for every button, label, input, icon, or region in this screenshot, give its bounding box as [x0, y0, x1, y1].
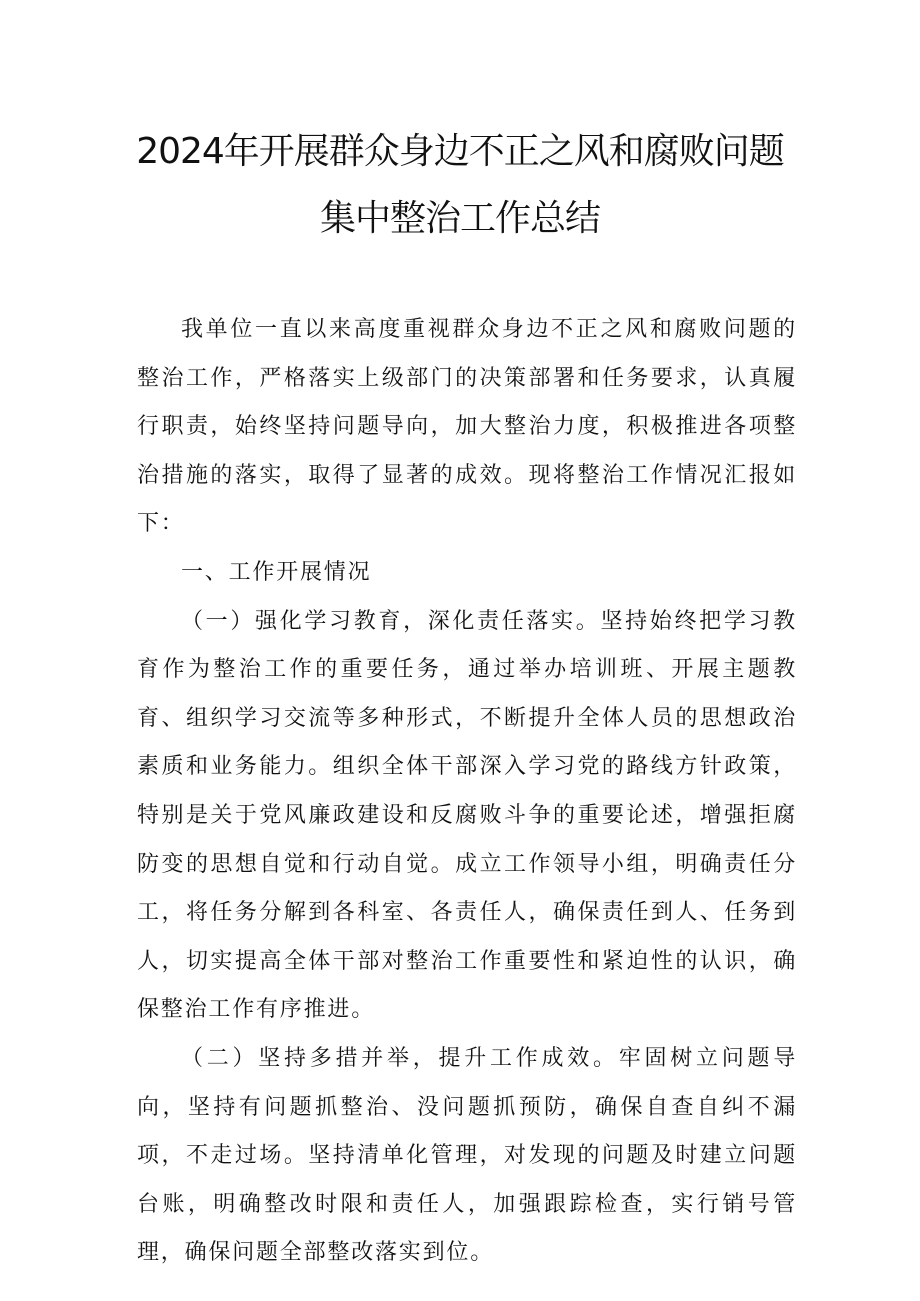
subsection-paragraph-1: （一）强化学习教育，深化责任落实。坚持始终把学习教育作为整治工作的重要任务，通过举办培训班、开展主题教育、组织学习交流等多种形式，不断提升全体人员的思想政治素质和业务能力。组织全体干部深入学习党的路线方针政策，特别是关于党风廉政建设和反腐败斗争的重要论述，增强拒腐防变的思想自觉和行动自觉。成立工作领导小组，明确责任分工，将任务分解到各科室、各责任人，确保责任到人、任务到人，切实提高全体干部对整治工作重要性和紧迫性的认识，确保整治工作有序推进。	[137, 608, 797, 1023]
document-body	[137, 306, 797, 1278]
document-title-line1: 2024年开展群众身边不正之风和腐败问题	[136, 131, 784, 172]
section-heading: 一、工作开展情况	[181, 559, 372, 585]
intro-paragraph: 我单位一直以来高度重视群众身边不正之风和腐败问题的整治工作，严格落实上级部门的决策部署和任务要求，认真履行职责，始终坚持问题导向，加大整治力度，积极推进各项整治措施的落实，取得了显著的成效。现将整治工作情况汇报如下：	[137, 317, 797, 537]
subsection-paragraph-2: （二）坚持多措并举，提升工作成效。牢固树立问题导向，坚持有问题抓整治、没问题抓预防，确保自查自纠不漏项，不走过场。坚持清单化管理，对发现的问题及时建立问题台账，明确整改时限和责任人，加强跟踪检查，实行销号管理，确保问题全部整改落实到位。	[137, 1045, 797, 1266]
document-title-line2: 集中整治工作总结	[319, 198, 600, 239]
